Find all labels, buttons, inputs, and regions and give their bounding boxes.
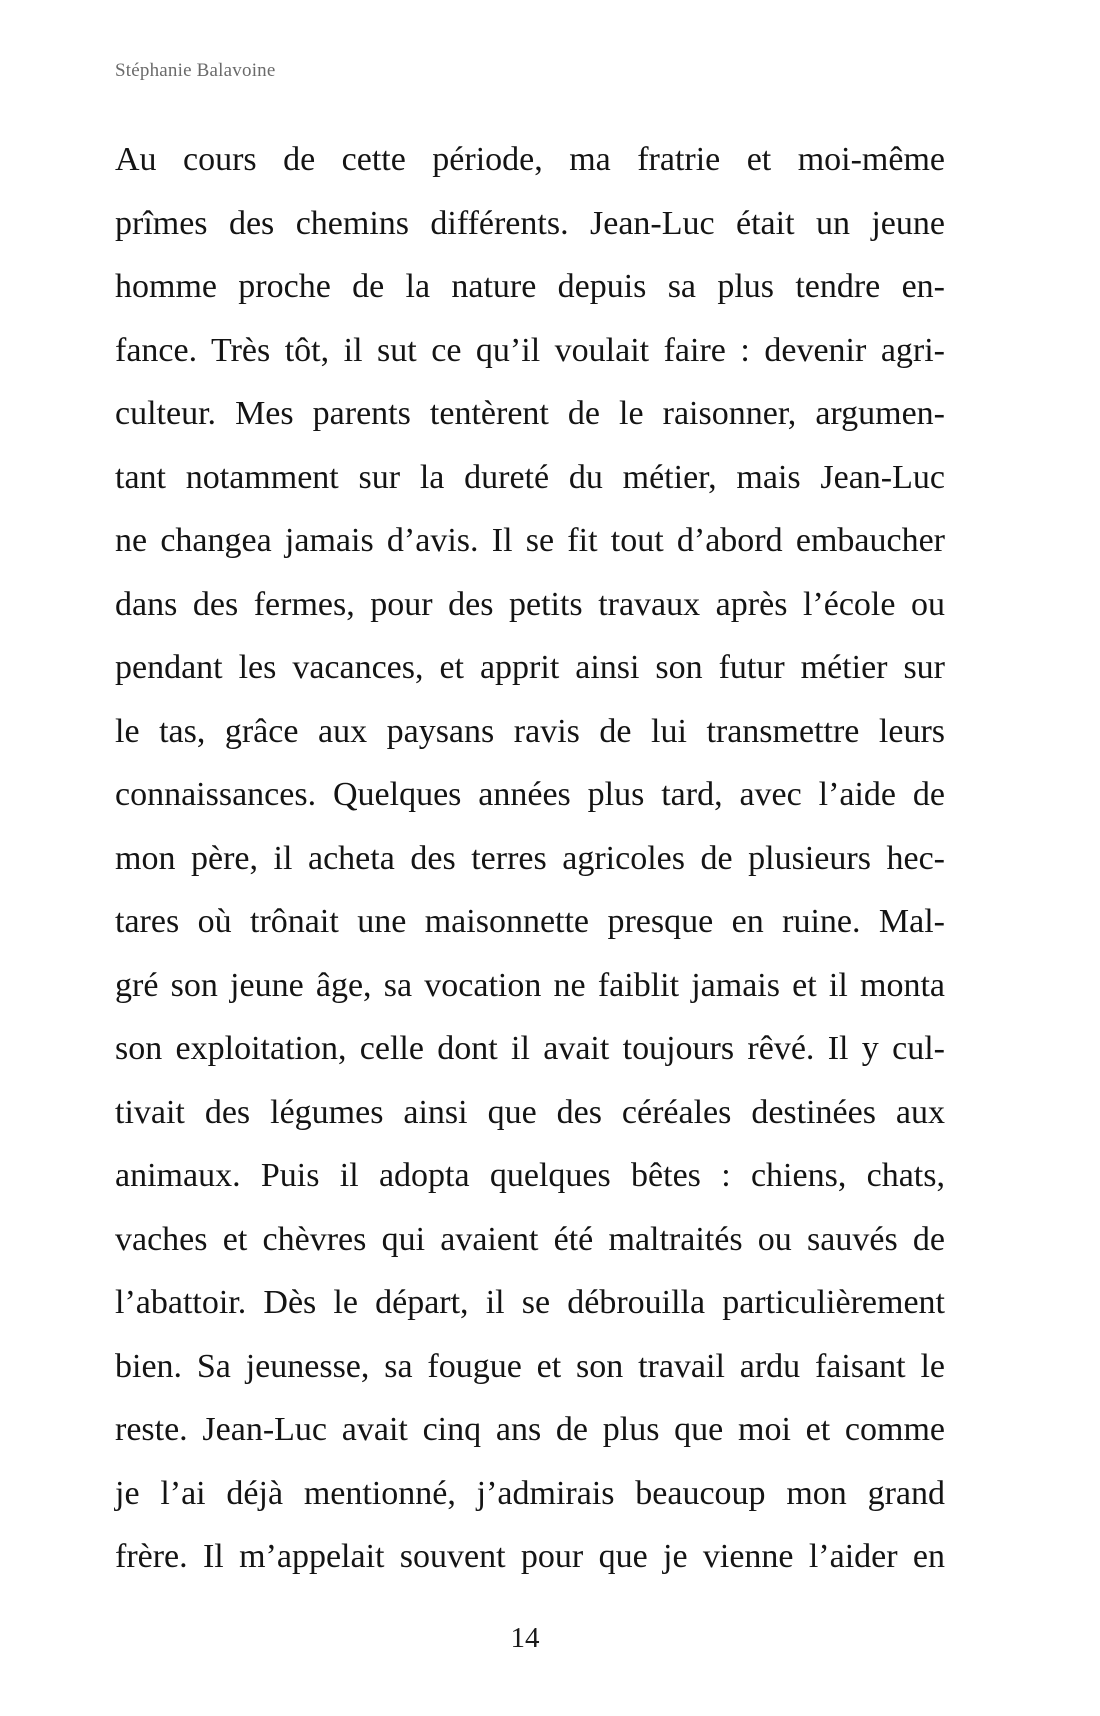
- text-line: Au cours de cette période, ma fratrie et moi-même: [115, 141, 945, 178]
- text-line: gré son jeune âge, sa vocation ne faiblit jamais et il monta: [115, 966, 945, 1004]
- text-line: bien. Sa jeunesse, sa fougue et son travail ardu faisant le: [115, 1347, 945, 1385]
- text-line: le tas, grâce aux paysans ravis de lui transmettre leurs: [115, 712, 945, 750]
- text-line: fance. Très tôt, il sut ce qu’il voulait faire : devenir agri-: [115, 331, 945, 369]
- text-line: l’abattoir. Dès le départ, il se débrouilla particulièrement: [115, 1284, 945, 1321]
- text-line: tivait des légumes ainsi que des céréales destinées aux: [115, 1093, 945, 1131]
- text-line: prîmes des chemins différents. Jean-Luc était un jeune: [115, 204, 945, 242]
- text-line: dans des fermes, pour des petits travaux après l’école ou: [115, 585, 945, 623]
- text-line: pendant les vacances, et apprit ainsi son futur métier sur: [115, 649, 945, 686]
- text-line: animaux. Puis il adopta quelques bêtes : chiens, chats,: [115, 1157, 945, 1194]
- text-line: frère. Il m’appelait souvent pour que je vienne l’aider en: [115, 1538, 945, 1575]
- text-line: homme proche de la nature depuis sa plus tendre en-: [115, 268, 945, 305]
- page-number: 14: [510, 1622, 540, 1654]
- text-line: reste. Jean-Luc avait cinq ans de plus que moi et comme: [115, 1411, 945, 1448]
- text-line: tant notamment sur la dureté du métier, mais Jean-Luc: [115, 458, 945, 496]
- text-line: ne changea jamais d’avis. Il se fit tout d’abord embaucher: [115, 522, 945, 559]
- body-paragraph: [115, 128, 945, 1589]
- text-line: connaissances. Quelques années plus tard, avec l’aide de: [115, 776, 945, 813]
- text-line: son exploitation, celle dont il avait toujours rêvé. Il y cul-: [115, 1030, 945, 1067]
- text-line: vaches et chèvres qui avaient été maltraités ou sauvés de: [115, 1220, 945, 1258]
- running-header: Stéphanie Balavoine: [115, 60, 276, 81]
- text-line: tares où trônait une maisonnette presque en ruine. Mal-: [115, 903, 945, 940]
- text-line: je l’ai déjà mentionné, j’admirais beaucoup mon grand: [115, 1474, 945, 1512]
- text-line: mon père, il acheta des terres agricoles de plusieurs hec-: [115, 839, 945, 877]
- text-line: culteur. Mes parents tentèrent de le raisonner, argumen-: [115, 395, 945, 432]
